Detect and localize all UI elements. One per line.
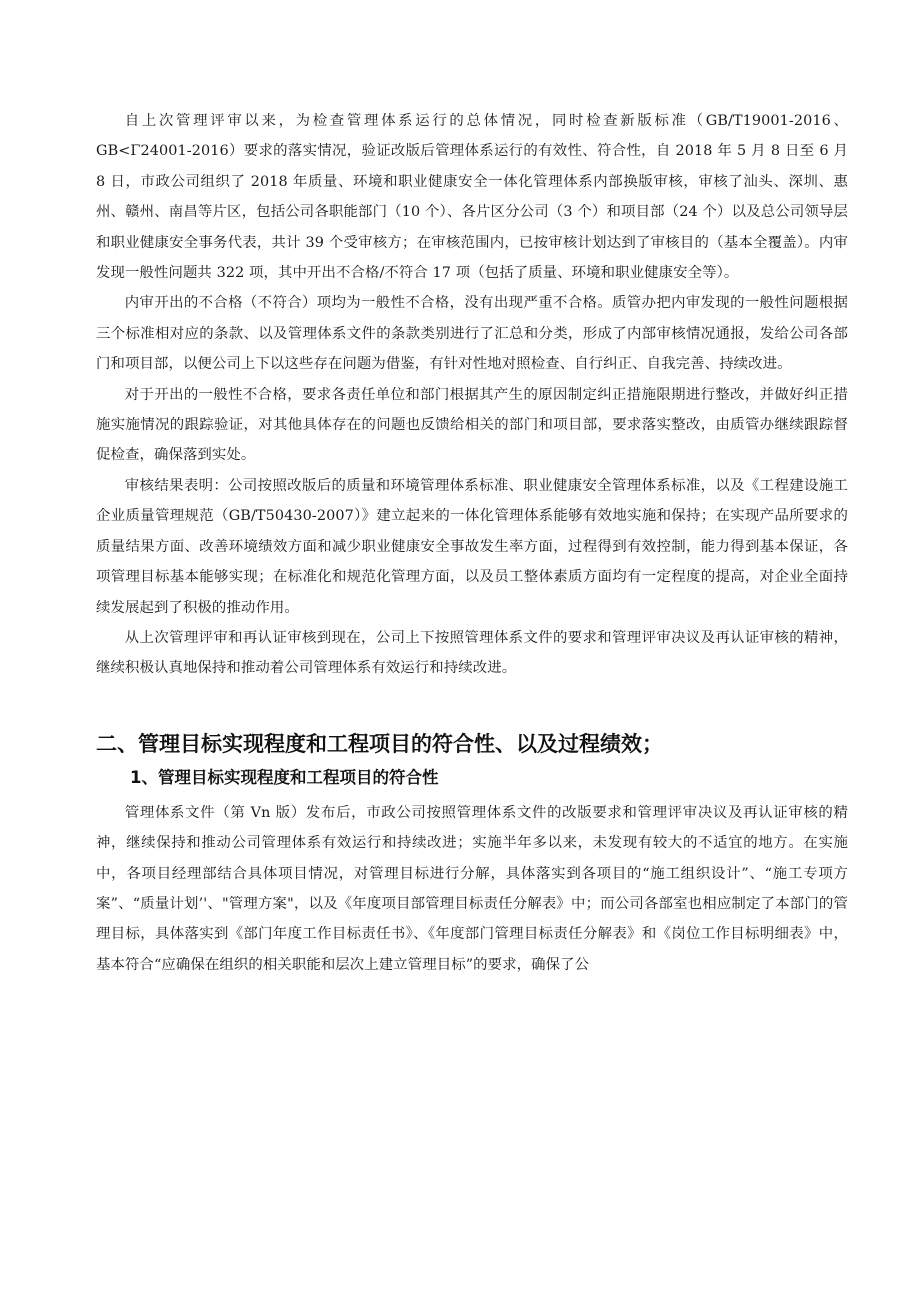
subsection-heading: 1、管理目标实现程度和工程项目的符合性 bbox=[130, 767, 439, 787]
paragraph-management-objectives: 管理体系文件（第 Vn 版）发布后，市政公司按照管理体系文件的改版要求和管理评审决议及再认证审核的精神，继续保持和推动公司管理体系有效运行和持续改进；实施半年多以来，未发现有较大的不适宜的地方。在实施中，各项目经理部结合具体项目情况，对管理目标进行分解，具体落实到各项目的“施工组织设计”、“施工专项方案”、“质量计划’'、"管理方案"，以及《年度项目部管理目标责任分解表》中；而公司各部室也相应制定了本部门的管理目标，具体落实到《部门年度工作目标责任书》、《年度部门管理目标责任分解表》和《岗位工作目标明细表》中，基本符合“应确保在组织的相关职能和层次上建立管理目标”的要求，确保了公 bbox=[96, 804, 848, 973]
paragraph-audit-results: 审核结果表明：公司按照改版后的质量和环境管理体系标准、职业健康安全管理体系标准，以及《工程建设施工企业质量管理规范（GB/T50430-2007）》建立起来的一体化管理体系能够有效地实施和保持；在实现产品所要求的质量结果方面、改善环境绩效方面和减少职业健康安全事故发生率方面，过程得到有效控制，能力得到基本保证，各项管理目标基本能够实现；在标准化和规范化管理方面，以及员工整体素质方面均有一定程度的提高，对企业全面持续发展起到了积极的推动作用。 bbox=[96, 477, 848, 616]
paragraph-audit-overview: 自上次管理评审以来，为检查管理体系运行的总体情况，同时检查新版标准（GB/T19001-2016、GB<Γ24001-2016）要求的落实情况，验证改版后管理体系运行的有效性、符合性，自 2018 年 5 月 8 日至 6 月 8 日，市政公司组织了 2018 年质量、环境和职业健康安全一体化管理体系内部换版审核，审核了汕头、深圳、惠州、赣州、南昌等片区，包括公司各职能部门（10 个）、各片区分公司（3 个）和项目部（24 个）以及总公司领导层和职业健康安全事务代表，共计 39 个受审核方；在审核范围内，已按审核计划达到了审核目的（基本全覆盖）。内审发现一般性问题共 322 项，其中开出不合格/不符合 17 项（包括了质量、环境和职业健康安全等）。 bbox=[96, 113, 848, 282]
paragraph-nonconformity-summary: 内审开出的不合格（不符合）项均为一般性不合格，没有出现严重不合格。质管办把内审发现的一般性问题根据三个标准相对应的条款、以及管理体系文件的条款类别进行了汇总和分类，形成了内部审核情况通报，发给公司各部门和项目部，以便公司上下以这些存在问题为借鉴，有针对性地对照检查、自行纠正、自我完善、持续改进。 bbox=[96, 295, 848, 373]
section-heading: 二、管理目标实现程度和工程项目的符合性、以及过程绩效； bbox=[96, 731, 663, 756]
paragraph-corrective-actions: 对于开出的一般性不合格，要求各责任单位和部门根据其产生的原因制定纠正措施限期进行整改，并做好纠正措施实施情况的跟踪验证，对其他具体存在的问题也反馈给相关的部门和项目部，要求落实整改，由质管办继续跟踪督促检查，确保落到实处。 bbox=[96, 386, 848, 464]
paragraph-continuous-improvement: 从上次管理评审和再认证审核到现在，公司上下按照管理体系文件的要求和管理评审决议及再认证审核的精神，继续积极认真地保持和推动着公司管理体系有效运行和持续改进。 bbox=[96, 629, 848, 677]
